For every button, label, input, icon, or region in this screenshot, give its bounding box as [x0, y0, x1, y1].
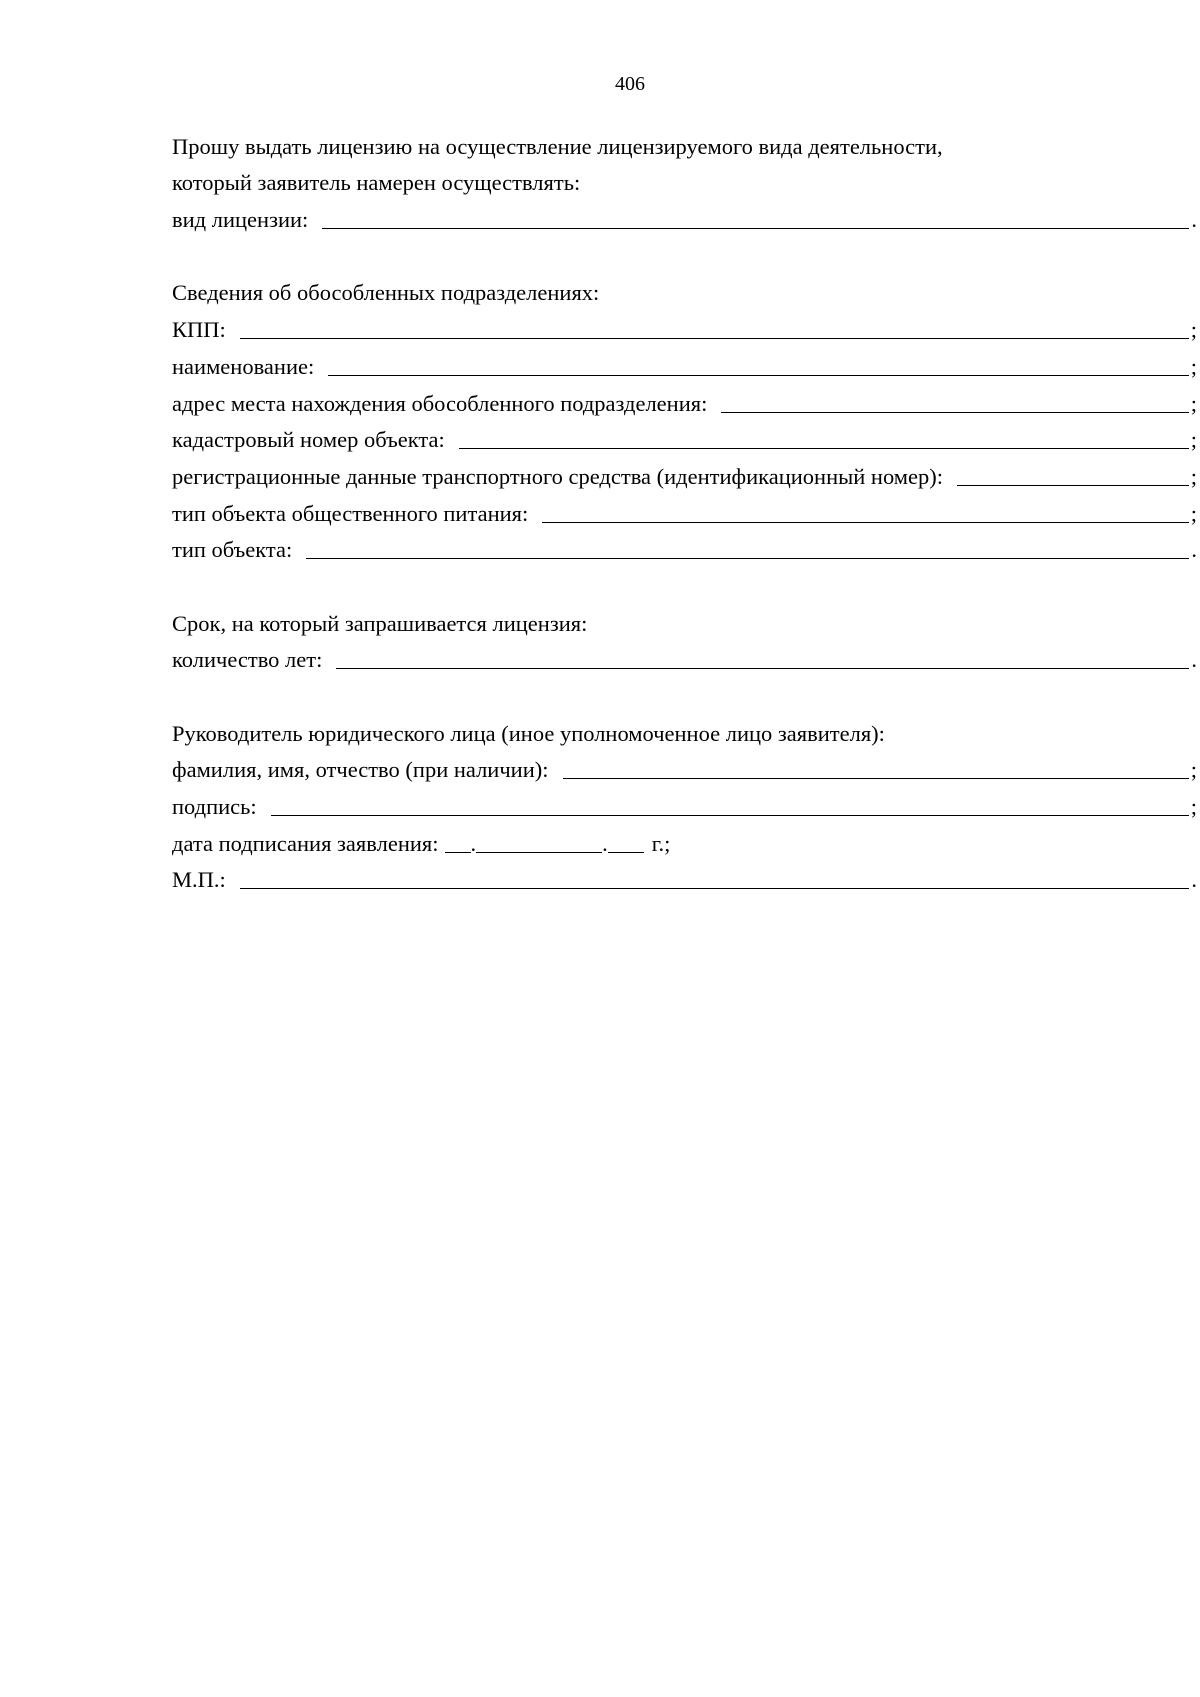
address-row — [172, 381, 1197, 418]
semicolon-mark: ; — [1190, 390, 1197, 416]
intro-line-2 — [172, 161, 1197, 198]
fio-label: фамилия, имя, отчество (при наличии): — [172, 757, 549, 783]
period-mark: . — [1191, 537, 1197, 563]
signature-field[interactable] — [271, 795, 1189, 816]
license-type-label: вид лицензии: — [172, 207, 309, 233]
page-number: 406 — [615, 73, 645, 95]
name-field[interactable] — [328, 355, 1189, 376]
name-row — [172, 344, 1197, 381]
fio-row — [172, 748, 1197, 785]
object-type-label: тип объекта: — [172, 537, 293, 563]
cadastral-field[interactable] — [459, 428, 1189, 449]
catering-type-row — [172, 491, 1197, 528]
vehicle-label: регистрационные данные транспортного средства (идентификационный номер): — [172, 463, 943, 489]
stamp-label: М.П.: — [172, 867, 226, 893]
kpp-field[interactable] — [240, 318, 1189, 339]
date-field — [445, 830, 671, 858]
kpp-row — [172, 307, 1197, 344]
semicolon-mark: ; — [1190, 317, 1197, 343]
vehicle-field[interactable] — [957, 465, 1189, 486]
head-heading-row — [172, 711, 1197, 748]
branches-heading: Сведения об обособленных подразделениях: — [172, 280, 600, 306]
stamp-row — [172, 858, 1197, 895]
intro-text-2: который заявитель намерен осуществлять: — [172, 170, 581, 196]
semicolon-mark: ; — [1190, 500, 1197, 526]
branches-heading-row — [172, 271, 1197, 308]
signature-row — [172, 784, 1197, 821]
years-row — [172, 638, 1197, 675]
year-suffix: г.; — [651, 830, 671, 856]
semicolon-mark: ; — [1190, 463, 1197, 489]
catering-type-field[interactable] — [542, 502, 1189, 523]
kpp-label: КПП: — [172, 317, 226, 343]
semicolon-mark: ; — [1190, 427, 1197, 453]
object-type-row — [172, 528, 1197, 565]
head-heading: Руководитель юридического лица (иное уполномоченное лицо заявителя): — [172, 720, 885, 746]
date-row — [172, 821, 1197, 858]
cadastral-label: кадастровый номер объекта: — [172, 427, 445, 453]
period-mark: . — [1191, 647, 1197, 673]
semicolon-mark: ; — [1190, 794, 1197, 820]
intro-line-1 — [172, 124, 1197, 161]
semicolon-mark: ; — [1190, 757, 1197, 783]
date-separator: . — [470, 830, 477, 856]
address-label: адрес места нахождения обособленного подразделения: — [172, 390, 708, 416]
form-body — [172, 124, 1197, 894]
intro-text-1: Прошу выдать лицензию на осуществление лицензируемого вида деятельности, — [172, 133, 943, 159]
address-field[interactable] — [721, 392, 1189, 413]
date-year-field[interactable] — [608, 832, 644, 853]
date-month-field[interactable] — [476, 832, 602, 853]
period-mark: . — [1191, 867, 1197, 893]
fio-field[interactable] — [563, 758, 1190, 779]
vehicle-row — [172, 454, 1197, 491]
catering-type-label: тип объекта общественного питания: — [172, 500, 529, 526]
name-label: наименование: — [172, 353, 315, 379]
date-separator: . — [602, 830, 608, 856]
signature-label: подпись: — [172, 794, 257, 820]
object-type-field[interactable] — [306, 538, 1189, 559]
license-type-row — [172, 197, 1197, 234]
years-label: количество лет: — [172, 647, 323, 673]
date-day-field[interactable] — [445, 832, 471, 853]
stamp-field[interactable] — [240, 868, 1189, 889]
term-heading: Срок, на который запрашивается лицензия: — [172, 610, 588, 636]
cadastral-row — [172, 418, 1197, 455]
license-type-field[interactable] — [322, 208, 1189, 229]
date-label: дата подписания заявления: — [172, 830, 439, 856]
years-field[interactable] — [336, 648, 1189, 669]
period-mark: . — [1191, 207, 1197, 233]
semicolon-mark: ; — [1190, 353, 1197, 379]
term-heading-row — [172, 601, 1197, 638]
